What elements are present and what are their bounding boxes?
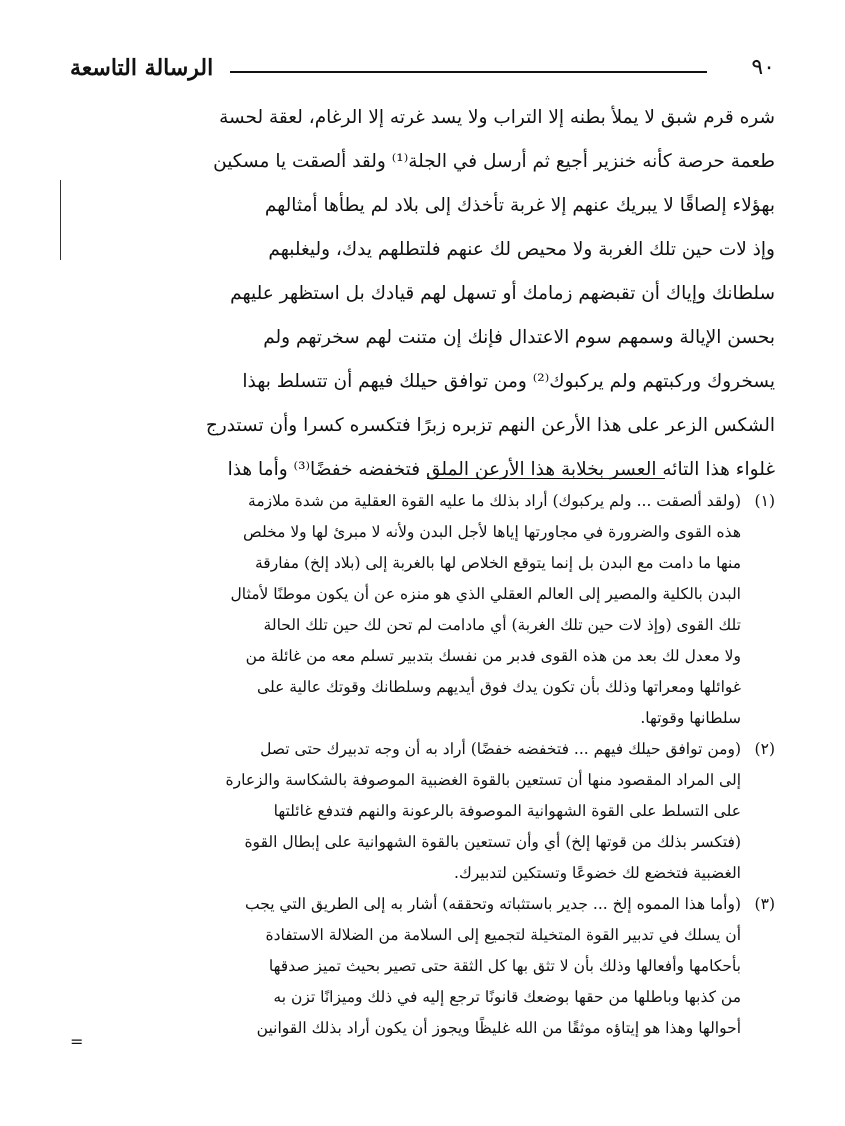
header-rule (230, 71, 707, 73)
continuation-mark: = (70, 1032, 84, 1051)
footnote-line: (فتكسر بذلك من قوتها إلخ) أي وأن تستعين بالقوة الشهوانية على إبطال القوة (244, 833, 741, 851)
footnote-line: سلطانها وقوتها. (640, 709, 741, 727)
footnote-number: (٢) (754, 740, 775, 758)
footnote-line: (وأما هذا المموه إلخ ... جدير باستثباته وتحققه) أشار به إلى الطريق التي يجب (244, 895, 741, 913)
main-text-line: وإذ لات حين تلك الغربة ولا محيص لك عنهم فلتطلهم يدك، وليغلبهم (268, 239, 775, 260)
footnote-number: (١) (754, 492, 775, 510)
footnote-1 (70, 486, 775, 734)
footnote-line: على التسلط على القوة الشهوانية الموصوفة بالرعونة والنهم فتدفع غائلتها (273, 802, 741, 820)
page-title: الرسالة التاسعة (70, 55, 214, 81)
footnote-line: منها ما دامت مع البدن بل إنما يتوقع الخلاص لها بالغربة إلى (بلاد إلخ) مفارقة (254, 554, 741, 572)
main-text-line: غلواء هذا التائه العسر بخلابة هذا الأرعن الملق فتخفضه خفضًا⁽³⁾ وأما هذا (227, 459, 775, 480)
main-text-line: يسخروك وركبتهم ولم يركبوك⁽²⁾ ومن توافق حيلك فيهم أن تتسلط بهذا (242, 371, 775, 392)
main-text-line: الشكس الزعر على هذا الأرعن النهم تزبره زبرًا فتكسره كسرا وأن تستدرج (205, 415, 775, 436)
margin-mark (60, 180, 61, 260)
main-text-line: بهؤلاء إلصاقًا لا يبريك عنهم إلا غربة تأخذك إلى بلاد لم يطأها أمثالهم (264, 195, 775, 216)
footnote-line: البدن بالكلية والمصير إلى العالم العقلي الذي هو منزه عن أن يكون موطنًا لأمثال (230, 585, 741, 603)
footnote-separator (427, 478, 665, 479)
main-text-line: طعمة حرصة كأنه خنزير أجيع ثم أرسل في الجلة⁽¹⁾ ولقد ألصقت يا مسكين (213, 151, 775, 172)
footnote-line: أن يسلك في تدبير القوة المتخيلة لتجميع إلى السلامة من الضلالة الاستفادة (265, 926, 741, 944)
footnote-2 (70, 734, 775, 889)
main-text-line: بحسن الإيالة وسمهم سوم الاعتدال فإنك إن متنت لهم سخرتهم ولم (263, 327, 775, 348)
footnote-line: تلك القوى (وإذ لات حين تلك الغربة) أي مادامت لم تحن لك حين تلك الحالة (263, 616, 741, 634)
footnote-3 (70, 889, 775, 1044)
main-text (70, 96, 775, 492)
main-text-line: شره قرم شبق لا يملأ بطنه إلا التراب ولا يسد غرته إلا الرغام، لعقة لحسة (219, 107, 775, 128)
footnote-number: (٣) (754, 895, 775, 913)
footnote-line: بأحكامها وأفعالها وذلك بأن لا تثق بها كل الثقة حتى تصير بحيث تميز صدقها (268, 957, 741, 975)
page-number: ٩٠ (751, 55, 775, 80)
footnote-line: الغضبية فتخضع لك خضوعًا وتستكين لتدبيرك. (454, 864, 741, 882)
footnotes (70, 486, 775, 1044)
footnote-line: ولا معدل لك بعد من هذه القوى فدبر من نفسك بتدبير تسلم معه من غائلة من (245, 647, 741, 665)
footnote-line: (ومن توافق حيلك فيهم ... فتخفضه خفضًا) أراد به أن وجه تدبيرك حتى تصل (260, 740, 741, 758)
main-text-line: سلطانك وإياك أن تقبضهم زمامك أو تسهل لهم قيادك بل استظهر عليهم (230, 283, 775, 304)
footnote-line: (ولقد ألصقت ... ولم يركبوك) أراد بذلك ما عليه القوة العقلية من شدة ملازمة (248, 492, 741, 510)
page-header (70, 55, 775, 91)
footnote-line: إلى المراد المقصود منها أن تستعين بالقوة الغضبية الموصوفة بالشكاسة والزعارة (225, 771, 741, 789)
footnote-line: غوائلها ومعراتها وذلك بأن تكون يدك فوق أيديهم وسلطانك وقوتك عالية على (257, 678, 741, 696)
footnote-line: من كذبها وباطلها من حقها بوضعك قانونًا ترجع إليه في ذلك وميزانًا تزن به (273, 988, 741, 1006)
footnote-line: أحوالها وهذا هو إيتاؤه موثقًا من الله غليظًا ويجوز أن يكون أراد بذلك القوانين (256, 1019, 741, 1037)
footnote-line: هذه القوى والضرورة في مجاورتها إياها لأجل البدن ولأنه لا مبرئ لها ولا مخلص (242, 523, 741, 541)
